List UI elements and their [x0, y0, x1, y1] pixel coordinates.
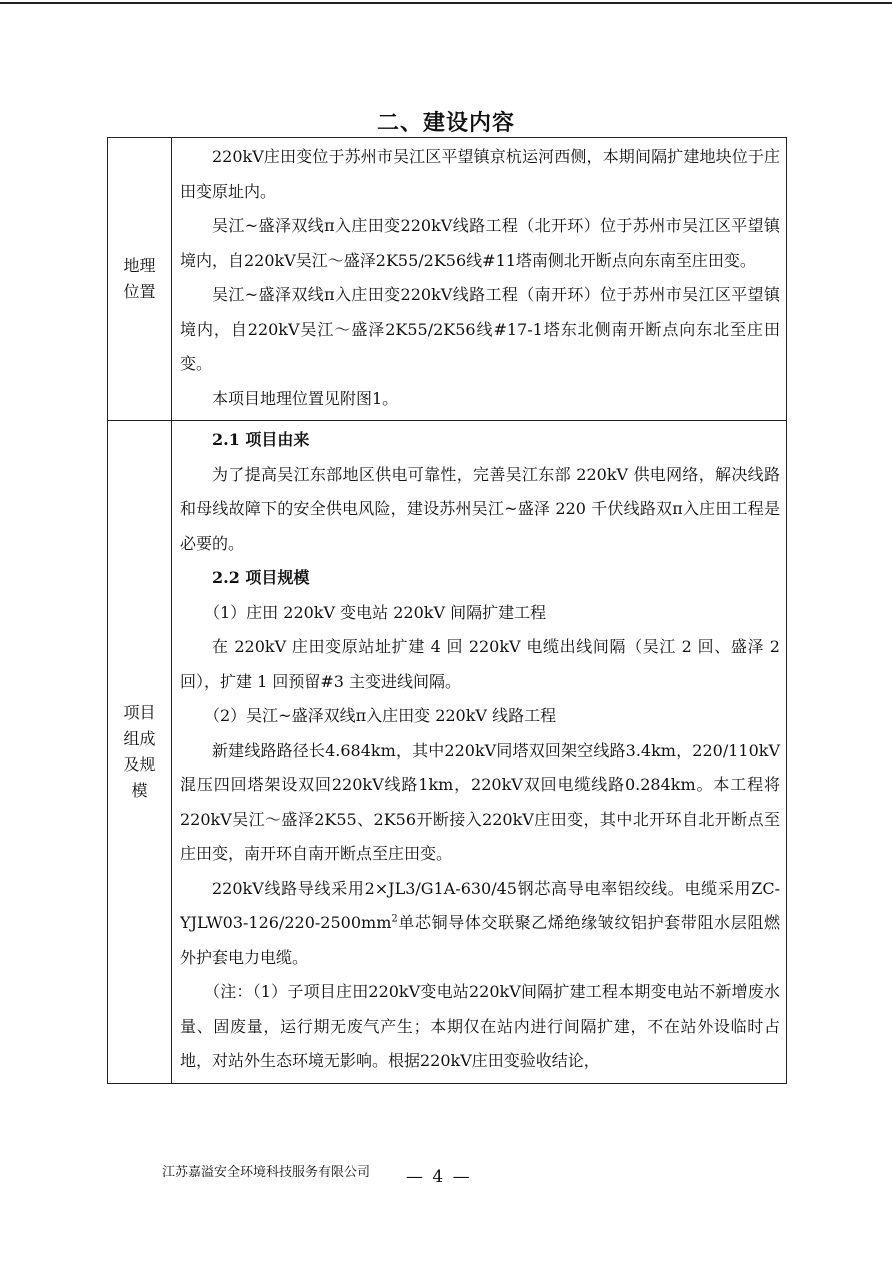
project-label-line-1: 项目	[123, 702, 156, 722]
project-label-line-3: 及规	[123, 754, 156, 774]
geo-paragraph: 本项目地理位置见附图1。	[212, 388, 399, 408]
project-label-line-4: 模	[131, 780, 148, 800]
note-paragraph: （注：（1）子项目庄田220kV变电站220kV间隔扩建工程本期变电站不新增废水量、固废量，运行期无废气产生；本期仅在站内进行间隔扩建，不在站外设临时占地，对站外生态环境无影响。根据220kV庄田变验收结论，	[180, 982, 780, 1070]
geo-paragraph: 吴江~盛泽双线π入庄田变220kV线路工程（南开环）位于苏州市吴江区平望镇境内，自220kV吴江～盛泽2K55/2K56线#17-1塔东北侧南开断点向东北至庄田变。	[180, 285, 780, 373]
geo-row	[108, 138, 787, 421]
geo-content-cell	[172, 138, 787, 421]
project-content-cell	[172, 421, 787, 1084]
heading-project-scale: 2.2 项目规模	[212, 568, 310, 587]
project-origin-paragraph: 为了提高吴江东部地区供电可靠性，完善吴江东部 220kV 供电网络，解决线路和母线故障下的安全供电风险，建设苏州吴江~盛泽 220 千伏线路双π入庄田工程是必要的。	[180, 464, 780, 553]
heading-project-origin: 2.1 项目由来	[212, 430, 310, 449]
footer-company-name: 江苏嘉溢安全环境科技服务有限公司	[162, 1165, 371, 1180]
geo-paragraph: 吴江~盛泽双线π入庄田变220kV线路工程（北开环）位于苏州市吴江区平望镇境内，自220kV吴江～盛泽2K55/2K56线#11塔南侧北开断点向东南至庄田变。	[180, 216, 780, 270]
project-label-cell	[108, 421, 172, 1084]
geo-label-line-1: 地理	[123, 256, 156, 275]
geo-paragraph: 220kV庄田变位于苏州市吴江区平望镇京杭运河西侧，本期间隔扩建地块位于庄田变原址内。	[180, 147, 780, 201]
line-project-paragraph: 新建线路路径长4.684km，其中220kV同塔双回架空线路3.4km，220/110kV混压四回塔架设双回220kV线路1km，220kV双回电缆线路0.284km。本工程将220kV吴江～盛泽2K55、2K56开断接入220kV庄田变，其中北开环自北开断点至庄田变，南开环自南开断点至庄田变。	[180, 740, 780, 863]
subitem-line-project: （2）吴江~盛泽双线π入庄田变 220kV 线路工程	[204, 706, 557, 725]
substation-expansion-paragraph: 在 220kV 庄田变原站址扩建 4 回 220kV 电缆出线间隔（吴江 2 回、盛泽 2 回），扩建 1 回预留#3 主变进线间隔。	[180, 637, 780, 691]
geo-label-line-2: 位置	[123, 282, 156, 301]
footer-page-number: — 4 —	[406, 1167, 472, 1187]
content-table	[107, 137, 787, 1084]
subitem-substation-expansion: （1）庄田 220kV 变电站 220kV 间隔扩建工程	[204, 602, 547, 622]
conductor-text-b: 单芯铜导体交联聚乙烯绝缘皱纹铝护套带阻水层阻燃外护套电力电缆。	[180, 913, 780, 967]
conductor-text-a: 220kV线路导线采用2×JL3/G1A-630/45钢芯高导电率铝绞线。电缆采用ZC-YJLW03-126/220-2500mm	[180, 878, 780, 932]
unit-superscript: 2	[391, 913, 398, 925]
section-title: 二、建设内容	[376, 110, 515, 136]
top-border-line	[0, 2, 892, 4]
project-row	[108, 421, 787, 1084]
geo-label-cell	[108, 138, 172, 421]
conductor-cable-paragraph	[180, 872, 780, 976]
project-label-line-2: 组成	[123, 728, 156, 748]
